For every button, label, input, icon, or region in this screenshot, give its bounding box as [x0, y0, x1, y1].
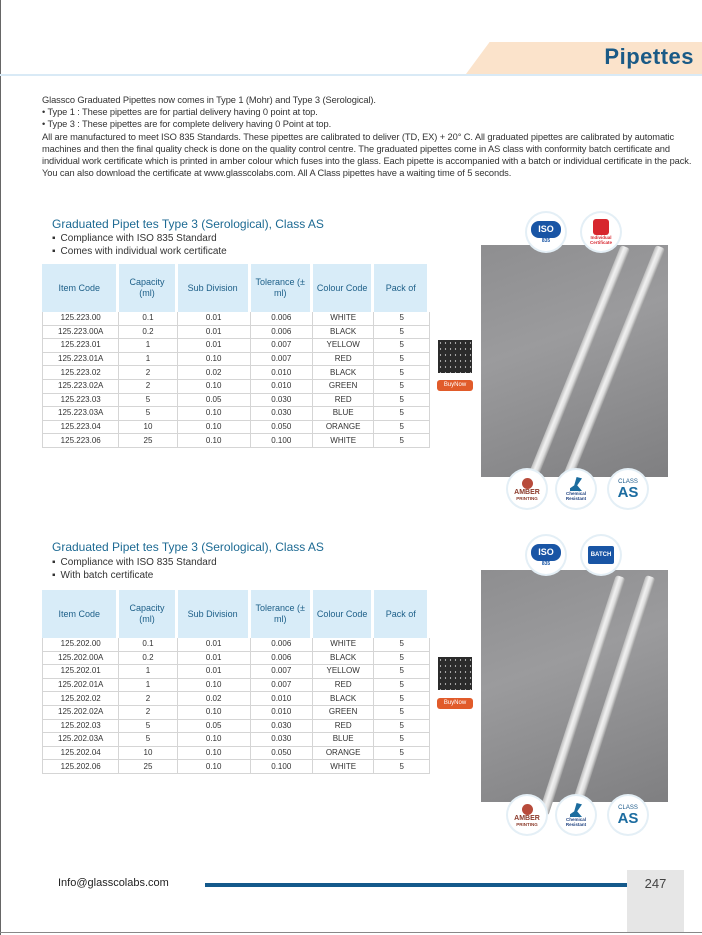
- page-border: [0, 932, 702, 933]
- cell-sub-division: 0.02: [178, 692, 251, 706]
- cell-pack-of: 5: [374, 312, 430, 326]
- cell-pack-of: 5: [374, 720, 430, 734]
- cell-colour-code: ORANGE: [313, 421, 375, 435]
- cell-sub-division: 0.10: [178, 434, 251, 448]
- cell-colour-code: WHITE: [313, 760, 375, 774]
- cell-pack-of: 5: [374, 747, 430, 761]
- footer-email[interactable]: Info@glasscolabs.com: [58, 877, 169, 889]
- cell-item-code: 125.223.02A: [42, 380, 119, 394]
- col-header-sub-division: Sub Division: [178, 590, 251, 638]
- cell-colour-code: BLUE: [313, 733, 375, 747]
- iso-icon: ISO: [531, 221, 561, 238]
- cell-capacity: 10: [119, 421, 177, 435]
- cell-item-code: 125.202.00: [42, 638, 119, 652]
- cell-sub-division: 0.05: [178, 394, 251, 408]
- table-row: [42, 339, 430, 353]
- amber-printing-icon: [522, 478, 533, 489]
- cell-colour-code: WHITE: [313, 312, 375, 326]
- class-value: AS: [617, 809, 639, 827]
- table-row: [42, 380, 430, 394]
- cell-tolerance: 0.100: [251, 760, 313, 774]
- cell-tolerance: 0.030: [251, 733, 313, 747]
- cell-sub-division: 0.01: [178, 326, 251, 340]
- section-bullets: [52, 232, 227, 258]
- feature-bullet: ▪ Compliance with ISO 835 Standard: [52, 232, 227, 245]
- amber-label: AMBER: [514, 814, 540, 822]
- cell-sub-division: 0.05: [178, 720, 251, 734]
- cell-pack-of: 5: [374, 380, 430, 394]
- cell-sub-division: 0.10: [178, 733, 251, 747]
- intro-body: All are manufactured to meet ISO 835 Standards. These pipettes are calibrated to deliver (TD, EX) + 20° C. All graduated pipettes are calibrated by automatic machines and then the final quality check is done on the quality control centre. The graduated pipettes come in AS class with conformity batch certificate and individual work certificate which is printed in amber colour which fuses into the glass. Each pipette is accompanied with a batch or individual certificate in the pack. You can also download the certificate at www.glasscolabs.com. All A Class pipettes have a waiting time of 5 seconds.: [42, 131, 692, 179]
- cell-capacity: 1: [119, 665, 177, 679]
- page-title: Pipettes: [604, 44, 694, 69]
- cell-item-code: 125.223.03: [42, 394, 119, 408]
- page-number: 247: [644, 876, 667, 891]
- page-border: [0, 0, 1, 935]
- class-as-badge: [609, 796, 647, 834]
- cell-pack-of: 5: [374, 421, 430, 435]
- table-row: [42, 760, 430, 774]
- cell-pack-of: 5: [374, 760, 430, 774]
- col-header-sub-division: Sub Division: [178, 264, 251, 312]
- cell-item-code: 125.202.01A: [42, 679, 119, 693]
- amber-printing-badge: [508, 796, 546, 834]
- cell-item-code: 125.202.03: [42, 720, 119, 734]
- cell-colour-code: ORANGE: [313, 747, 375, 761]
- cell-tolerance: 0.006: [251, 638, 313, 652]
- header-divider: [0, 74, 702, 76]
- cell-sub-division: 0.10: [178, 407, 251, 421]
- cell-tolerance: 0.007: [251, 353, 313, 367]
- col-header-item-code: Item Code: [42, 590, 119, 638]
- cell-capacity: 10: [119, 747, 177, 761]
- chemical-resistant-badge: [557, 796, 595, 834]
- cell-sub-division: 0.10: [178, 679, 251, 693]
- intro-bullet: • Type 1 : These pipettes are for partial delivery having 0 point at top.: [42, 107, 318, 118]
- cell-capacity: 0.2: [119, 326, 177, 340]
- cell-colour-code: BLUE: [313, 407, 375, 421]
- product-photo: [481, 570, 668, 802]
- cell-tolerance: 0.050: [251, 421, 313, 435]
- cell-sub-division: 0.10: [178, 747, 251, 761]
- col-header-colour-code: Colour Code: [313, 264, 375, 312]
- chemical-resistant-icon: [570, 803, 582, 817]
- cell-colour-code: GREEN: [313, 380, 375, 394]
- amber-sub-label: PRINTING: [516, 821, 538, 827]
- cell-capacity: 1: [119, 353, 177, 367]
- cell-tolerance: 0.006: [251, 652, 313, 666]
- table-row: [42, 706, 430, 720]
- table-row: [42, 312, 430, 326]
- cell-tolerance: 0.010: [251, 380, 313, 394]
- table-row: [42, 434, 430, 448]
- cell-item-code: 125.223.01: [42, 339, 119, 353]
- cell-capacity: 5: [119, 720, 177, 734]
- cell-capacity: 0.1: [119, 638, 177, 652]
- cell-colour-code: RED: [313, 394, 375, 408]
- cell-colour-code: RED: [313, 353, 375, 367]
- cell-item-code: 125.202.04: [42, 747, 119, 761]
- section-title: Graduated Pipet tes Type 3 (Serological), Class AS: [52, 540, 324, 554]
- table-row: [42, 394, 430, 408]
- table-row: [42, 720, 430, 734]
- batch-certificate-badge: [582, 536, 620, 574]
- cell-pack-of: 5: [374, 339, 430, 353]
- cell-colour-code: WHITE: [313, 638, 375, 652]
- cell-tolerance: 0.010: [251, 706, 313, 720]
- cell-sub-division: 0.01: [178, 312, 251, 326]
- footer-divider: [205, 883, 627, 887]
- class-label: CLASS: [618, 478, 638, 485]
- cell-colour-code: WHITE: [313, 434, 375, 448]
- intro-text: [42, 94, 692, 179]
- table-row: [42, 679, 430, 693]
- cell-sub-division: 0.10: [178, 706, 251, 720]
- cell-tolerance: 0.010: [251, 692, 313, 706]
- cell-colour-code: BLACK: [313, 692, 375, 706]
- col-header-colour-code: Colour Code: [313, 590, 375, 638]
- certificate-label: Individual Certificate: [589, 235, 612, 245]
- cell-item-code: 125.223.06: [42, 434, 119, 448]
- cell-pack-of: 5: [374, 692, 430, 706]
- cell-tolerance: 0.100: [251, 434, 313, 448]
- cell-sub-division: 0.10: [178, 353, 251, 367]
- cell-sub-division: 0.02: [178, 366, 251, 380]
- cell-pack-of: 5: [374, 679, 430, 693]
- section-bullets: [52, 556, 217, 582]
- cell-item-code: 125.202.00A: [42, 652, 119, 666]
- cell-colour-code: GREEN: [313, 706, 375, 720]
- class-value: AS: [617, 483, 639, 501]
- cell-colour-code: RED: [313, 679, 375, 693]
- cell-pack-of: 5: [374, 665, 430, 679]
- product-photo: [481, 245, 668, 477]
- col-header-tolerance: Tolerance (± ml): [251, 264, 313, 312]
- cell-pack-of: 5: [374, 407, 430, 421]
- chemical-label: Chemical Resistant: [565, 491, 587, 501]
- class-as-badge: [609, 470, 647, 508]
- table-row: [42, 692, 430, 706]
- cell-capacity: 0.2: [119, 652, 177, 666]
- certificate-icon: [593, 219, 609, 235]
- cell-capacity: 1: [119, 679, 177, 693]
- feature-bullet: ▪ Compliance with ISO 835 Standard: [52, 556, 217, 569]
- cell-item-code: 125.223.04: [42, 421, 119, 435]
- table-row: [42, 421, 430, 435]
- cell-capacity: 25: [119, 760, 177, 774]
- cell-pack-of: 5: [374, 706, 430, 720]
- cell-capacity: 1: [119, 339, 177, 353]
- cell-pack-of: 5: [374, 366, 430, 380]
- cell-tolerance: 0.006: [251, 312, 313, 326]
- chemical-resistant-badge: [557, 470, 595, 508]
- cell-tolerance: 0.007: [251, 679, 313, 693]
- cell-colour-code: BLACK: [313, 326, 375, 340]
- individual-certificate-badge: [582, 213, 620, 251]
- cell-capacity: 5: [119, 394, 177, 408]
- cell-colour-code: BLACK: [313, 366, 375, 380]
- table-row: [42, 747, 430, 761]
- cell-tolerance: 0.007: [251, 339, 313, 353]
- table-row: [42, 366, 430, 380]
- chemical-resistant-icon: [570, 477, 582, 491]
- cell-item-code: 125.223.00: [42, 312, 119, 326]
- class-label: CLASS: [618, 804, 638, 811]
- iso-badge: [527, 536, 565, 574]
- cell-item-code: 125.202.06: [42, 760, 119, 774]
- cell-tolerance: 0.030: [251, 720, 313, 734]
- cell-sub-division: 0.10: [178, 421, 251, 435]
- cell-colour-code: RED: [313, 720, 375, 734]
- amber-printing-badge: [508, 470, 546, 508]
- cell-capacity: 25: [119, 434, 177, 448]
- cell-item-code: 125.223.00A: [42, 326, 119, 340]
- col-header-pack-of: Pack of: [374, 264, 430, 312]
- cell-colour-code: YELLOW: [313, 665, 375, 679]
- col-header-capacity: Capacity (ml): [119, 264, 177, 312]
- cell-sub-division: 0.01: [178, 339, 251, 353]
- intro-lead: Glassco Graduated Pipettes now comes in Type 1 (Mohr) and Type 3 (Serological).: [42, 95, 376, 105]
- cell-sub-division: 0.01: [178, 638, 251, 652]
- table-row: [42, 326, 430, 340]
- cell-item-code: 125.202.03A: [42, 733, 119, 747]
- cell-item-code: 125.223.01A: [42, 353, 119, 367]
- table-row: [42, 353, 430, 367]
- cell-tolerance: 0.030: [251, 407, 313, 421]
- cell-pack-of: 5: [374, 733, 430, 747]
- cell-pack-of: 5: [374, 394, 430, 408]
- iso-badge: [527, 213, 565, 251]
- col-header-tolerance: Tolerance (± ml): [251, 590, 313, 638]
- table-row: [42, 652, 430, 666]
- iso-standard-label: 835: [541, 237, 551, 244]
- feature-bullet: ▪ Comes with individual work certificate: [52, 245, 227, 258]
- cell-tolerance: 0.006: [251, 326, 313, 340]
- cell-pack-of: 5: [374, 434, 430, 448]
- qr-code[interactable]: [438, 657, 472, 690]
- iso-standard-label: 835: [541, 560, 551, 567]
- cell-item-code: 125.202.01: [42, 665, 119, 679]
- batch-certificate-icon: BATCH: [588, 546, 614, 564]
- cell-tolerance: 0.030: [251, 394, 313, 408]
- cell-capacity: 2: [119, 692, 177, 706]
- cell-tolerance: 0.050: [251, 747, 313, 761]
- table-header-row: [42, 590, 430, 638]
- table-row: [42, 638, 430, 652]
- spec-table: [42, 264, 430, 448]
- feature-bullet: ▪ With batch certificate: [52, 569, 217, 582]
- iso-icon: ISO: [531, 544, 561, 561]
- amber-label: AMBER: [514, 488, 540, 496]
- cell-capacity: 2: [119, 366, 177, 380]
- cell-sub-division: 0.01: [178, 652, 251, 666]
- cell-colour-code: YELLOW: [313, 339, 375, 353]
- buy-now-button[interactable]: BuyNow: [437, 380, 473, 391]
- cell-capacity: 5: [119, 407, 177, 421]
- intro-bullet: • Type 3 : These pipettes are for complete delivery having 0 Point at top.: [42, 119, 332, 130]
- col-header-item-code: Item Code: [42, 264, 119, 312]
- cell-capacity: 2: [119, 380, 177, 394]
- cell-tolerance: 0.010: [251, 366, 313, 380]
- cell-sub-division: 0.10: [178, 380, 251, 394]
- cell-tolerance: 0.007: [251, 665, 313, 679]
- cell-pack-of: 5: [374, 652, 430, 666]
- chemical-label: Chemical Resistant: [565, 817, 587, 827]
- qr-code[interactable]: [438, 340, 472, 373]
- cell-pack-of: 5: [374, 353, 430, 367]
- cell-item-code: 125.202.02A: [42, 706, 119, 720]
- table-row: [42, 407, 430, 421]
- table-row: [42, 733, 430, 747]
- cell-item-code: 125.223.03A: [42, 407, 119, 421]
- cell-pack-of: 5: [374, 326, 430, 340]
- cell-sub-division: 0.10: [178, 760, 251, 774]
- col-header-capacity: Capacity (ml): [119, 590, 177, 638]
- cell-item-code: 125.202.02: [42, 692, 119, 706]
- cell-sub-division: 0.01: [178, 665, 251, 679]
- cell-capacity: 2: [119, 706, 177, 720]
- amber-sub-label: PRINTING: [516, 495, 538, 501]
- table-header-row: [42, 264, 430, 312]
- cell-colour-code: BLACK: [313, 652, 375, 666]
- section-title: Graduated Pipet tes Type 3 (Serological), Class AS: [52, 217, 324, 231]
- cell-capacity: 0.1: [119, 312, 177, 326]
- spec-table: [42, 590, 430, 774]
- col-header-pack-of: Pack of: [374, 590, 430, 638]
- buy-now-button[interactable]: BuyNow: [437, 698, 473, 709]
- table-row: [42, 665, 430, 679]
- cell-pack-of: 5: [374, 638, 430, 652]
- cell-item-code: 125.223.02: [42, 366, 119, 380]
- cell-capacity: 5: [119, 733, 177, 747]
- amber-printing-icon: [522, 804, 533, 815]
